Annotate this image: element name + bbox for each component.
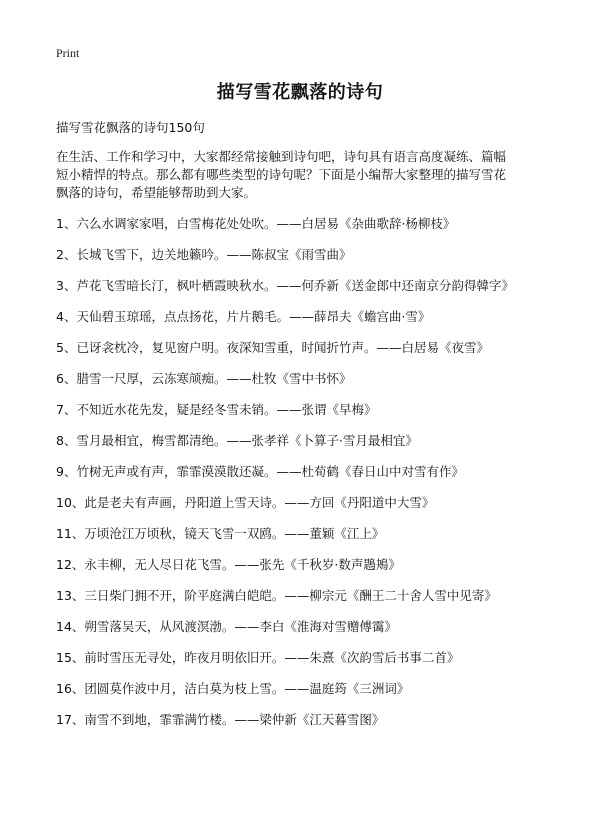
- poem-item: 10、此是老夫有声画，丹阳道上雪天诗。——方回《丹阳道中大雪》: [56, 495, 435, 510]
- page-subtitle: 描写雪花飘落的诗句150句: [56, 120, 205, 135]
- poem-item: 5、已讶衾枕冷，复见窗户明。夜深知雪重，时闻折竹声。——白居易《夜雪》: [56, 340, 489, 355]
- page-title: 描写雪花飘落的诗句: [216, 82, 384, 103]
- poem-item: 11、万顷沧江万顷秋，镜天飞雪一双鸥。——董颖《江上》: [56, 526, 385, 541]
- poem-item: 4、天仙碧玉琼瑶，点点扬花，片片鹅毛。——薛昂夫《蟾宫曲·雪》: [56, 309, 431, 324]
- poem-item: 7、不知近水花先发，疑是经冬雪未销。——张谓《早梅》: [56, 402, 377, 417]
- poem-item: 1、六么水调家家唱，白雪梅花处处吹。——白居易《杂曲歌辞·杨柳枝》: [56, 216, 456, 231]
- intro-paragraph: [56, 148, 548, 202]
- poem-item: 12、永丰柳，无人尽日花飞雪。——张先《千秋岁·数声鶗鴂》: [56, 557, 401, 572]
- intro-line: 在生活、工作和学习中，大家都经常接触到诗句吧，诗句具有语言高度凝练、篇幅: [56, 149, 507, 164]
- poem-item: 2、长城飞雪下，边关地籁吟。——陈叔宝《雨雪曲》: [56, 247, 352, 262]
- poem-item: 14、朔雪落吴天，从风渡溟渤。——李白《淮海对雪赠傅霭》: [56, 619, 397, 634]
- poem-item: 6、腊雪一尺厚，云冻寒颃痴。——杜牧《雪中书怀》: [56, 371, 352, 386]
- print-label: Print: [56, 46, 80, 60]
- intro-line: 短小精悍的特点。那么都有哪些类型的诗句呢？下面是小编帮大家整理的描写雪花: [56, 167, 507, 182]
- poem-item: 8、雪月最相宜，梅雪都清绝。——张孝祥《卜算子·雪月最相宜》: [56, 433, 418, 448]
- poem-item: 13、三日柴门拥不开，阶平庭满白皑皑。——柳宗元《酬王二十舍人雪中见寄》: [56, 588, 497, 603]
- poem-item: 9、竹树无声或有声，霏霏漠漠散还凝。——杜荀鹤《春日山中对雪有作》: [56, 464, 464, 479]
- poem-list: [56, 214, 556, 741]
- poem-item: 17、南雪不到地，霏霏满竹楼。——梁仲新《江天暮雪图》: [56, 712, 385, 727]
- poem-item: 15、前时雪压无寻处，昨夜月明依旧开。——朱熹《次韵雪后书事二首》: [56, 650, 460, 665]
- poem-item: 16、团圆莫作波中月，洁白莫为枝上雪。——温庭筠《三洲词》: [56, 681, 410, 696]
- intro-line: 飘落的诗句，希望能够帮助到大家。: [56, 185, 257, 200]
- poem-item: 3、芦花飞雪暗长汀，枫叶栖霞映秋水。——何乔新《送金郎中还南京分韵得韓字》: [56, 278, 514, 293]
